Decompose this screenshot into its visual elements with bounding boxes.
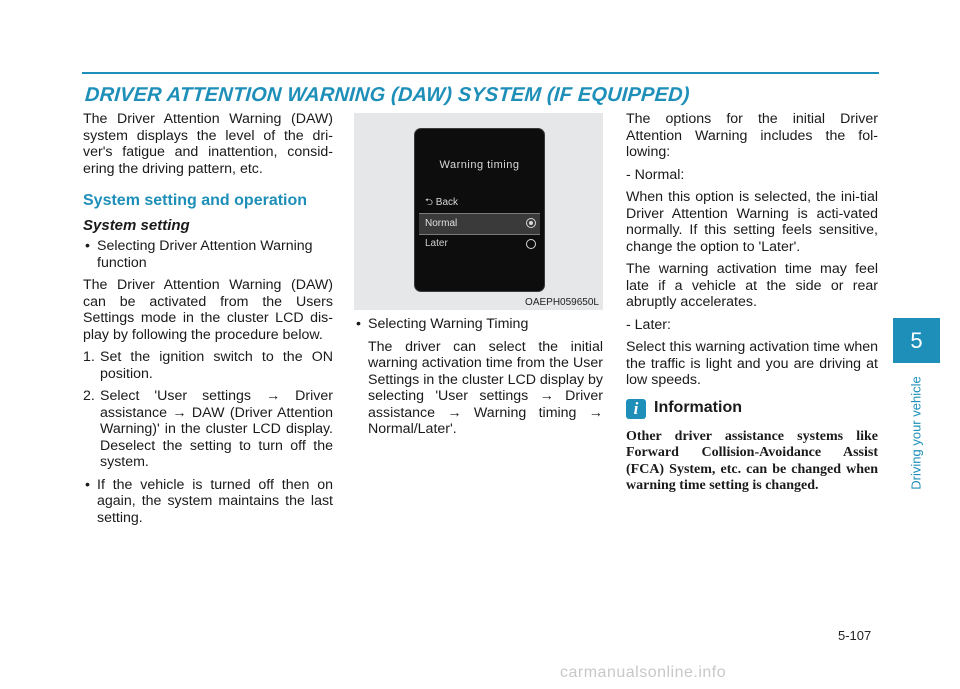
normal-label: - Normal: <box>626 166 685 183</box>
radio-selected-icon <box>526 218 536 228</box>
lcd-option-normal: Normal <box>425 218 458 229</box>
step-text: Select 'User settings → Driver assistance → DAW (Driver Attention Warning)' in the cluster LCD display. Deselect the setting to turn off the system. <box>100 388 333 470</box>
step-number: 1. <box>83 349 95 365</box>
page-number: 5-107 <box>838 628 872 643</box>
column-middle <box>354 316 603 444</box>
section-heading: DRIVER ATTENTION WARNING (DAW) SYSTEM (IF EQUIPPED) <box>84 84 691 106</box>
information-header <box>626 399 878 419</box>
warning-timing-paragraph: The driver can select the initial warning activation time from the User Settings in the cluster LCD display by selecting 'User settings → Driver assistance → Warning timing → Normal/Later'. <box>368 338 603 437</box>
step-2 <box>83 388 333 471</box>
column-left <box>83 111 333 532</box>
intro-paragraph: The Driver Attention Warning (DAW) system displays the level of the dri-ver's fatigue and inattention, consid-ering the driving pattern, etc. <box>83 111 333 177</box>
bullet-item: • Selecting Driver Attention Warning function <box>85 238 313 271</box>
bullet-text: Selecting Driver Attention Warning function <box>97 238 313 271</box>
step-1 <box>83 349 333 382</box>
subheading-system-setting: System setting <box>83 216 190 234</box>
step-number: 2. <box>83 388 95 404</box>
later-description: Select this warning activation time when the traffic is light and you are driving at low speeds. <box>626 339 878 388</box>
information-body: Other driver assistance systems like Forward Collision-Avoidance Assist (FCA) System, etc. can be changed when warning time setting is changed. <box>626 428 878 493</box>
chapter-tab: 5 <box>893 318 940 363</box>
lcd-display <box>414 128 545 292</box>
subheading-system-setting-operation: System setting and operation <box>83 192 308 209</box>
lcd-option-later: Later <box>425 238 448 249</box>
info-icon: i <box>626 399 646 419</box>
chapter-name: Driving your vehicle <box>908 376 924 490</box>
lcd-title: Warning timing <box>439 159 520 171</box>
top-rule <box>82 72 879 74</box>
bullet-item: • Selecting Warning Timing <box>356 316 529 332</box>
normal-description-2: The warning activation time may feel late if a vehicle at the side or rear abruptly accelerates. <box>626 261 878 310</box>
lcd-back-option: ⮌ Back <box>425 197 459 208</box>
bullet-text: If the vehicle is turned off then on again, the system maintains the last setting. <box>97 476 333 526</box>
cluster-lcd-figure <box>354 113 603 310</box>
step-text: Set the ignition switch to the ON position. <box>100 349 333 382</box>
column-right <box>626 111 878 495</box>
procedure-paragraph: The Driver Attention Warning (DAW) can be activated from the Users Settings mode in the cluster LCD dis-play by following the procedure below. <box>83 277 333 343</box>
later-label: - Later: <box>626 316 671 333</box>
normal-description: When this option is selected, the ini-tial Driver Attention Warning is acti-vated normally. If this setting feels sensitive, change the option to 'Later'. <box>626 189 878 255</box>
information-title: Information <box>654 399 742 417</box>
bullet-text: Selecting Warning Timing <box>368 316 529 332</box>
figure-code: OAEPH059650L <box>525 297 599 308</box>
bullet-item: • If the vehicle is turned off then on again, the system maintains the last setting. <box>85 476 333 526</box>
radio-unselected-icon <box>526 239 536 249</box>
watermark: carmanualsonline.info <box>560 664 727 681</box>
options-intro: The options for the initial Driver Attention Warning includes the fol-lowing: <box>626 111 878 160</box>
